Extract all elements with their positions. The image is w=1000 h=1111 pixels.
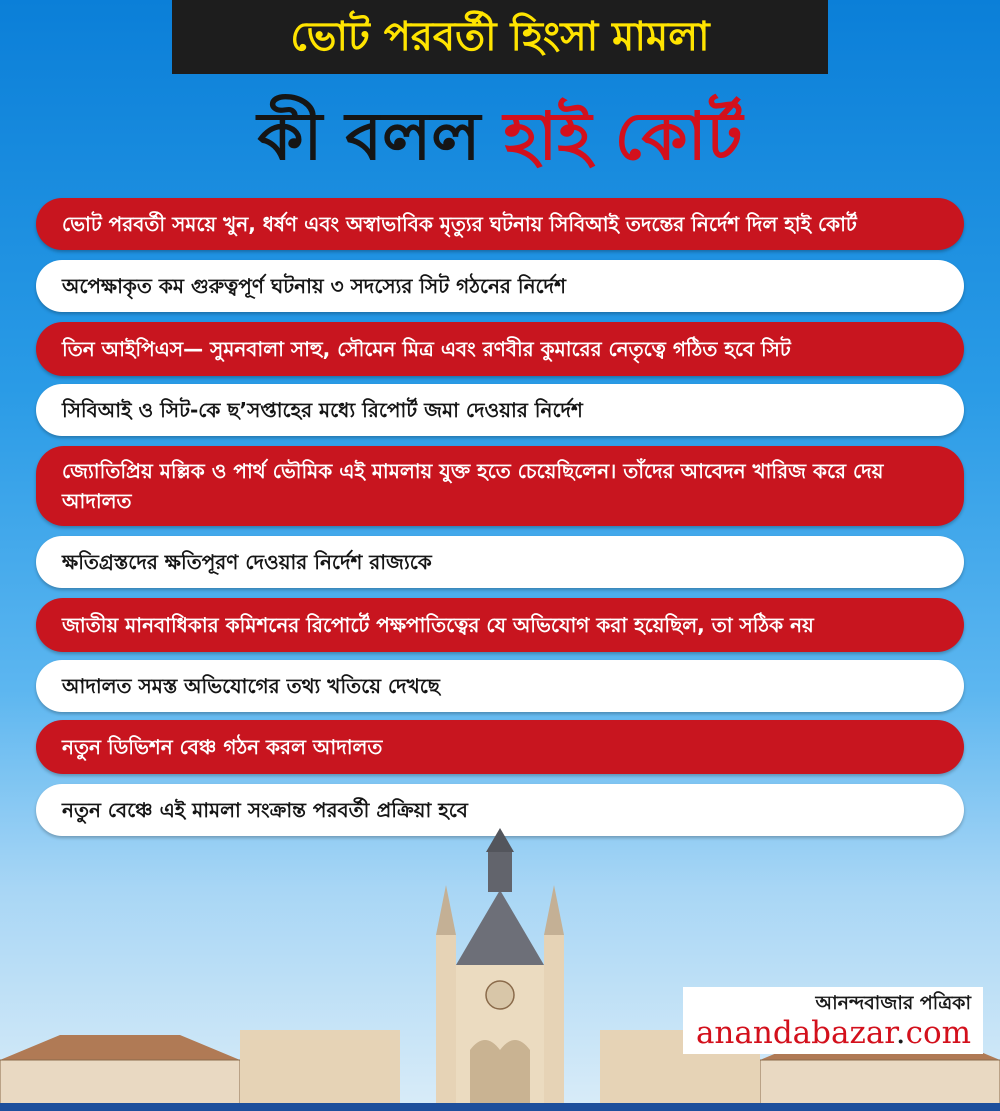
brand-dot: . <box>895 1015 906 1051</box>
bullet-item <box>36 536 964 588</box>
headline-dark: কী বলল <box>257 98 481 175</box>
brand-tld: com <box>905 1015 971 1051</box>
bullet-item <box>36 446 964 526</box>
bullet-item <box>36 660 964 712</box>
bullet-item <box>36 198 964 250</box>
bullet-text: জ্যোতিপ্রিয় মল্লিক ও পার্থ ভৌমিক এই মামলায় যুক্ত হতে চেয়েছিলেন। তাঁদের আবেদন খারিজ করে দেয় আদালত <box>62 459 884 513</box>
headline-red: হাই কোর্ট <box>503 98 743 175</box>
bullet-text: আদালত সমস্ত অভিযোগের তথ্য খতিয়ে দেখছে <box>62 674 440 698</box>
bullet-text: নতুন ডিভিশন বেঞ্চ গঠন করল আদালত <box>62 735 383 759</box>
high-court-building-illustration <box>0 820 1000 1111</box>
bullet-text: তিন আইপিএস— সুমনবালা সাহু, সৌমেন মিত্র এবং রণবীর কুমারের নেতৃত্বে গঠিত হবে সিট <box>62 337 791 361</box>
bullet-text: জাতীয় মানবাধিকার কমিশনের রিপোর্টে পক্ষপাতিত্বের যে অভিযোগ করা হয়েছিল, তা সঠিক নয় <box>62 613 814 637</box>
anandabazar-logo <box>683 987 983 1054</box>
brand-bengali: আনন্দবাজার পত্রিকা <box>815 992 971 1014</box>
bullet-item <box>36 720 964 774</box>
bullet-item <box>36 260 964 312</box>
brand-wordmark <box>683 1016 971 1050</box>
bullet-text: নতুন বেঞ্চে এই মামলা সংক্রান্ত পরবর্তী প্রক্রিয়া হবে <box>62 798 468 822</box>
bullet-item <box>36 322 964 376</box>
bullet-text: সিবিআই ও সিট-কে ছ’সপ্তাহের মধ্যে রিপোর্ট জমা দেওয়ার নির্দেশ <box>62 398 583 422</box>
brand-name: anandabazar <box>695 1015 896 1051</box>
bullet-item <box>36 384 964 436</box>
bullet-text: অপেক্ষাকৃত কম গুরুত্বপূর্ণ ঘটনায় ৩ সদস্যের সিট গঠনের নির্দেশ <box>62 274 566 298</box>
bullet-item <box>36 598 964 652</box>
kicker-banner <box>172 0 828 74</box>
bullet-text: ভোট পরবর্তী সময়ে খুন, ধর্ষণ এবং অস্বাভাবিক মৃত্যুর ঘটনায় সিবিআই তদন্তের নির্দেশ দিল হাই কোর্ট <box>62 212 857 236</box>
kicker-text: ভোট পরবর্তী হিংসা মামলা <box>290 14 710 60</box>
bullet-text: ক্ষতিগ্রস্তদের ক্ষতিপূরণ দেওয়ার নির্দেশ রাজ্যকে <box>62 550 432 574</box>
headline <box>0 82 1000 192</box>
